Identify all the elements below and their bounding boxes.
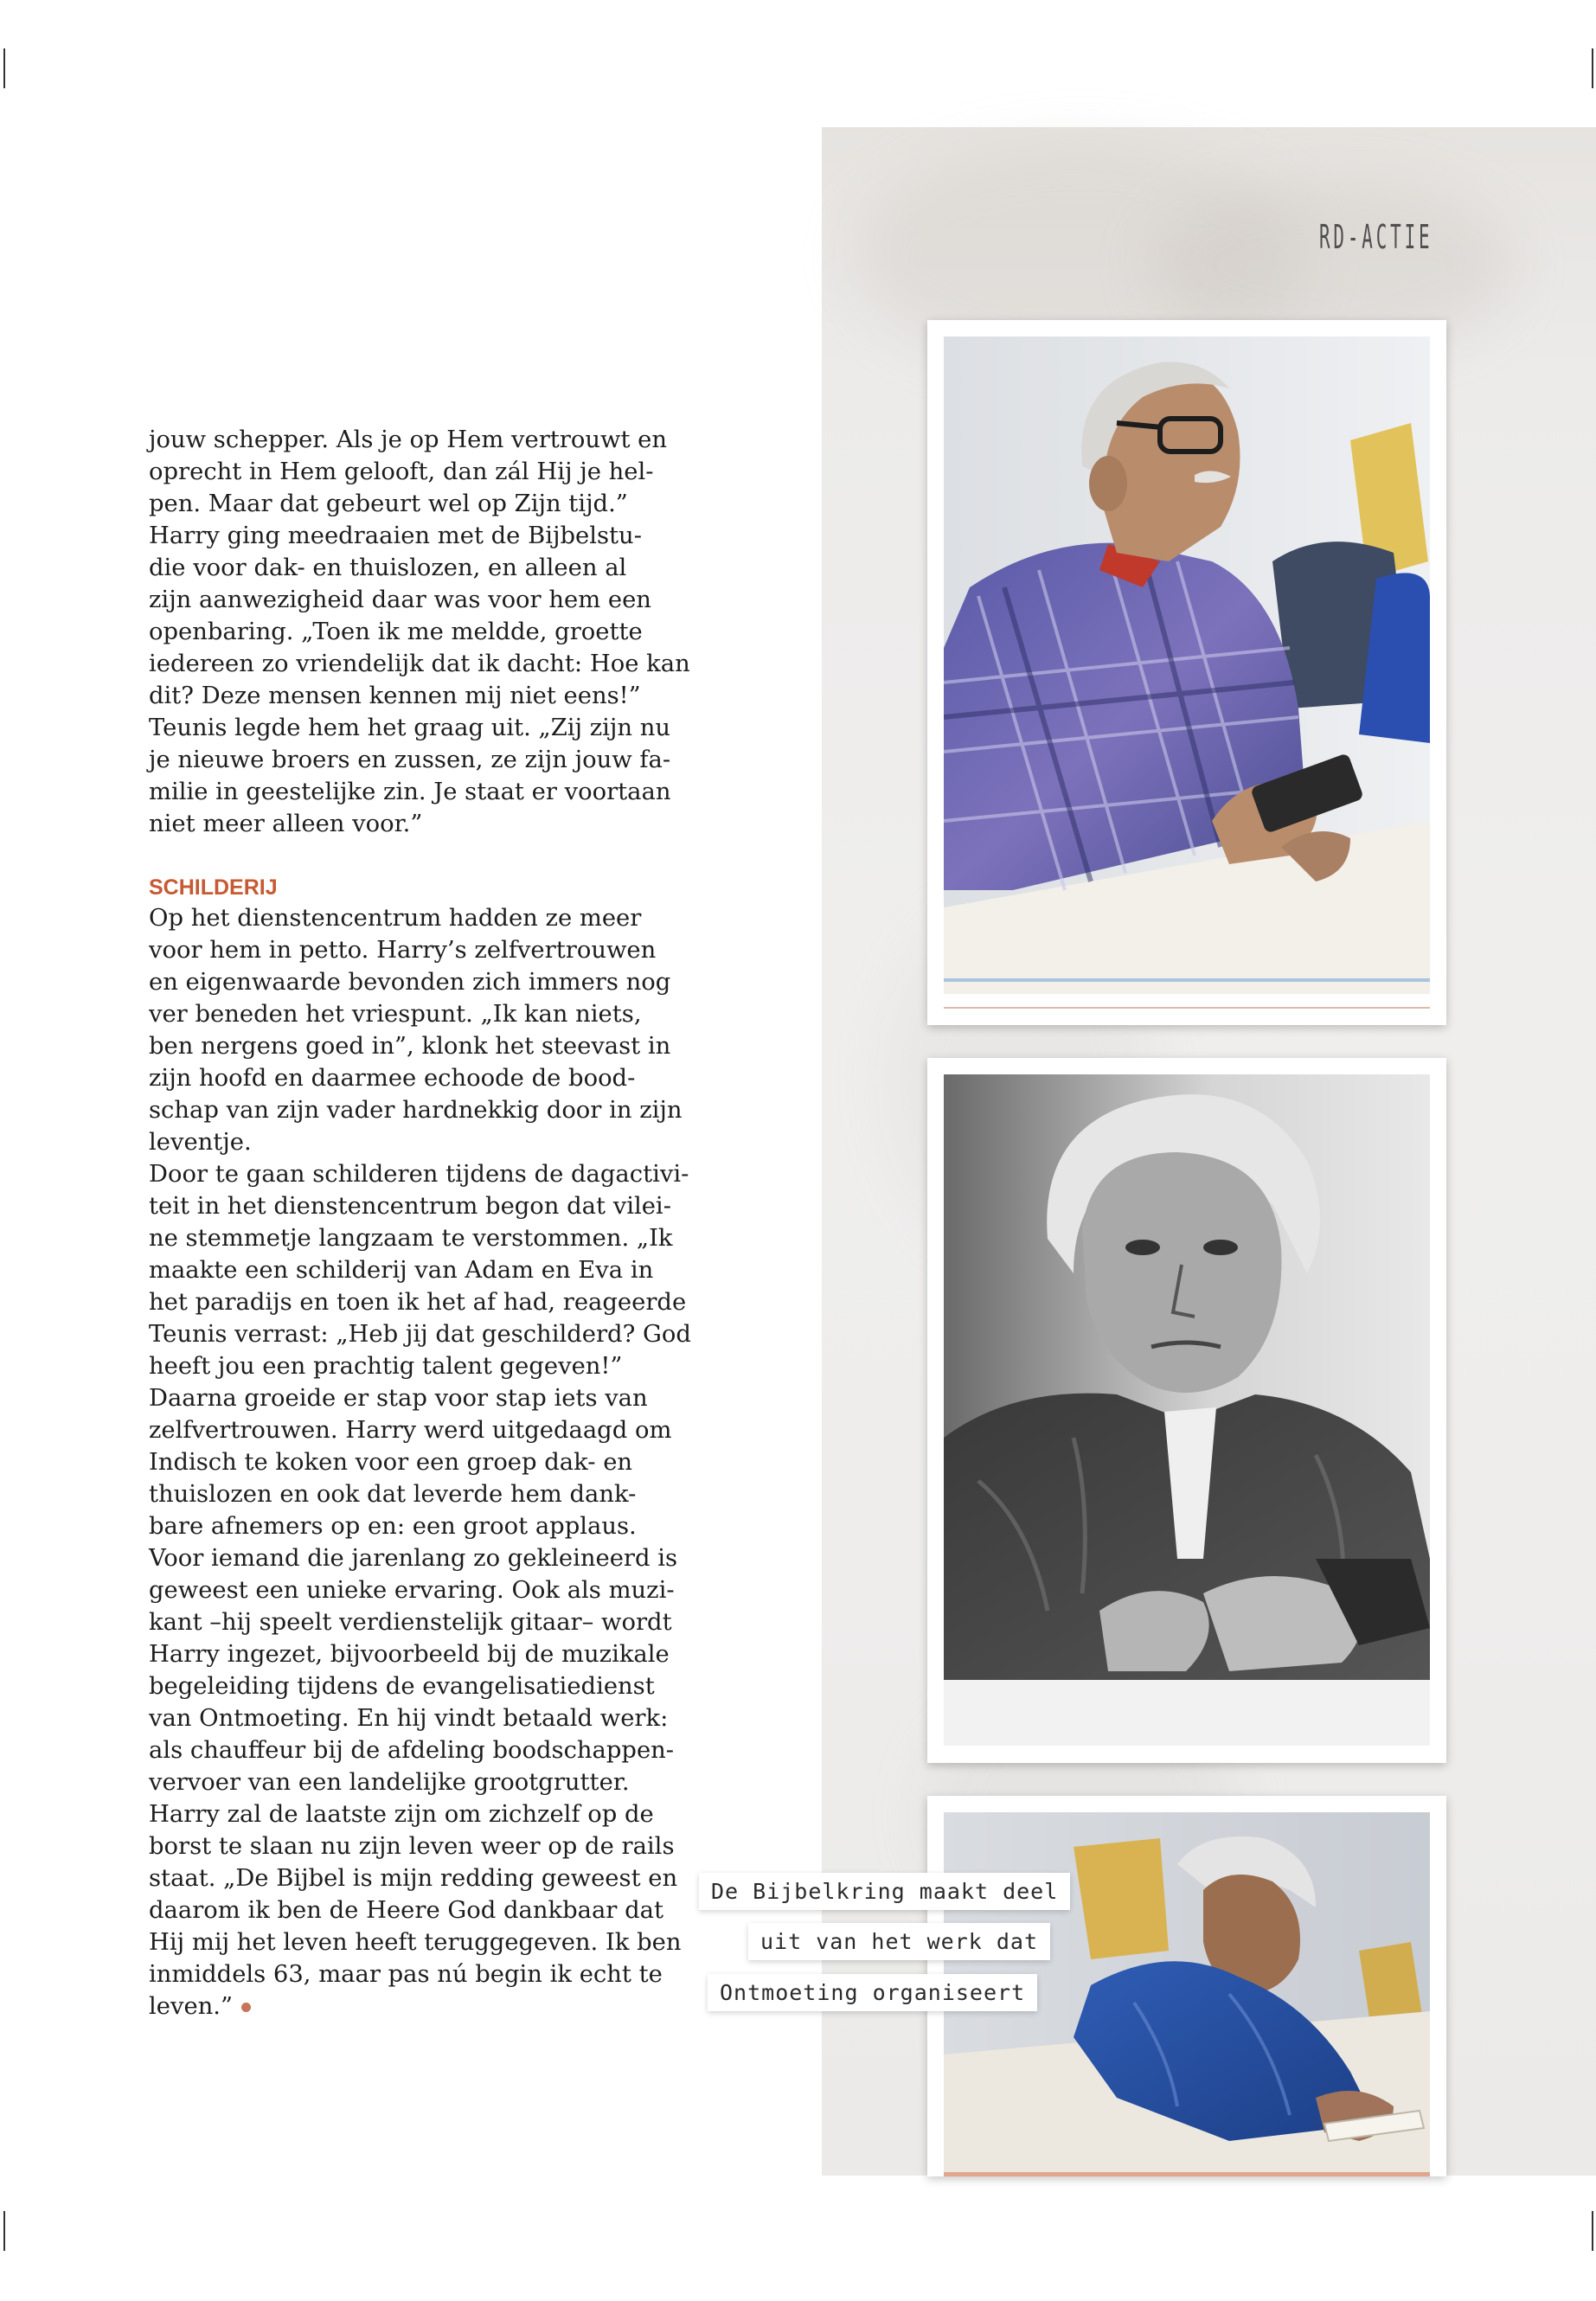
crop-mark-top-left <box>3 48 5 88</box>
text-line: thuislozen en ook dat leverde hem dank- <box>149 1481 637 1508</box>
text-line: Teunis legde hem het graag uit. „Zij zijn nu <box>149 715 671 741</box>
text-line: schap van zijn vader hardnekkig door in zijn <box>149 1097 683 1124</box>
photo-frame-2 <box>927 1058 1446 1763</box>
text-line: begeleiding tijdens de evangelisatiedienst <box>149 1673 655 1700</box>
text-line: pen. Maar dat gebeurt wel op Zijn tijd.” <box>149 490 628 517</box>
text-line: ben nergens goed in”, klonk het steevast in <box>149 1033 671 1060</box>
end-mark-dot <box>241 2003 251 2012</box>
text-line: en eigenwaarde bevonden zich immers nog <box>149 969 671 996</box>
text-line: staat. „De Bijbel is mijn redding geweest en <box>149 1865 678 1892</box>
text-line: van Ontmoeting. En hij vindt betaald werk: <box>149 1705 669 1732</box>
text-line: daarom ik ben de Heere God dankbaar dat <box>149 1897 663 1924</box>
text-line: Harry ingezet, bijvoorbeeld bij de muzikale <box>149 1641 670 1668</box>
text-line: leven.” <box>149 1993 234 2020</box>
article-paragraph-top <box>149 424 690 840</box>
text-line: heeft jou een prachtig talent gegeven!” <box>149 1353 623 1380</box>
photo-man-plaid-shirt <box>944 336 1430 994</box>
text-line: als chauffeur bij de afdeling boodschappen- <box>149 1737 675 1764</box>
text-line: Op het dienstencentrum hadden ze meer <box>149 905 642 932</box>
text-line: dit? Deze mensen kennen mij niet eens!” <box>149 683 641 709</box>
text-line: Door te gaan schilderen tijdens de dagactivi- <box>149 1161 689 1188</box>
text-line: zijn hoofd en daarmee echoode de bood- <box>149 1065 636 1092</box>
photo-illustration-2 <box>944 1074 1430 1746</box>
caption-line-1: De Bijbelkring maakt deel <box>699 1873 1070 1910</box>
article-paragraph-bottom <box>149 902 691 2022</box>
article-body <box>149 424 691 2022</box>
text-line: Teunis verrast: „Heb jij dat geschilderd? God <box>149 1321 691 1348</box>
text-line: iedereen zo vriendelijk dat ik dacht: Hoe kan <box>149 651 690 677</box>
section-label: RD-ACTIE <box>1319 218 1433 256</box>
text-line: het paradijs en toen ik het af had, reageerde <box>149 1289 687 1316</box>
photo-bottom-rule <box>944 1007 1430 1009</box>
text-line: Harry ging meedraaien met de Bijbelstu- <box>149 522 642 549</box>
text-line: openbaring. „Toen ik me meldde, groette <box>149 619 643 645</box>
text-line: leventje. <box>149 1129 252 1156</box>
subheading-schilderij: SCHILDERIJ <box>149 875 278 900</box>
text-line: vervoer van een landelijke grootgrutter. <box>149 1769 630 1796</box>
photo-frame-1 <box>927 320 1446 1025</box>
text-line: Voor iemand die jarenlang zo gekleineerd is <box>149 1545 678 1572</box>
text-line: ver beneden het vriespunt. „Ik kan niets, <box>149 1001 642 1028</box>
text-line: zijn aanwezigheid daar was voor hem een <box>149 586 651 613</box>
text-line: maakte een schilderij van Adam en Eva in <box>149 1257 654 1284</box>
text-line: zelfvertrouwen. Harry werd uitgedaagd om <box>149 1417 672 1444</box>
text-line: milie in geestelijke zin. Je staat er voortaan <box>149 779 671 805</box>
text-line: ne stemmetje langzaam te verstommen. „Ik <box>149 1225 673 1252</box>
text-line: die voor dak- en thuislozen, en alleen al <box>149 554 627 581</box>
text-line: bare afnemers op en: een groot applaus. <box>149 1513 637 1540</box>
text-line: borst te slaan nu zijn leven weer op de rails <box>149 1833 675 1860</box>
text-line: je nieuwe broers en zussen, ze zijn jouw fa- <box>149 747 671 773</box>
caption-line-3: Ontmoeting organiseert <box>708 1974 1037 2011</box>
crop-mark-bottom-right <box>1592 2211 1593 2251</box>
text-line: oprecht in Hem gelooft, dan zál Hij je hel- <box>149 458 654 485</box>
text-line: niet meer alleen voor.” <box>149 811 423 837</box>
text-line: Indisch te koken voor een groep dak- en <box>149 1449 633 1476</box>
text-line: jouw schepper. Als je op Hem vertrouwt en <box>149 426 668 453</box>
text-line-last <box>149 1990 668 2022</box>
photo-man-bw-portrait <box>944 1074 1430 1746</box>
text-line: Hij mij het leven heeft teruggegeven. Ik ben <box>149 1929 682 1956</box>
crop-mark-bottom-left <box>3 2211 5 2251</box>
photo-illustration-1 <box>944 336 1430 994</box>
text-line: Daarna groeide er stap voor stap iets van <box>149 1385 648 1412</box>
text-line: Harry zal de laatste zijn om zichzelf op de <box>149 1801 654 1828</box>
text-line: inmiddels 63, maar pas nú begin ik echt te <box>149 1961 663 1988</box>
text-line: voor hem in petto. Harry’s zelfvertrouwen <box>149 937 657 964</box>
text-line: geweest een unieke ervaring. Ook als muzi- <box>149 1577 675 1604</box>
crop-mark-top-right <box>1592 48 1593 88</box>
photo-bottom-accent <box>944 2172 1430 2176</box>
text-line: kant –hij speelt verdienstelijk gitaar– wordt <box>149 1609 672 1636</box>
text-line: teit in het dienstencentrum begon dat vilei- <box>149 1193 671 1220</box>
caption-line-2: uit van het werk dat <box>748 1923 1050 1960</box>
